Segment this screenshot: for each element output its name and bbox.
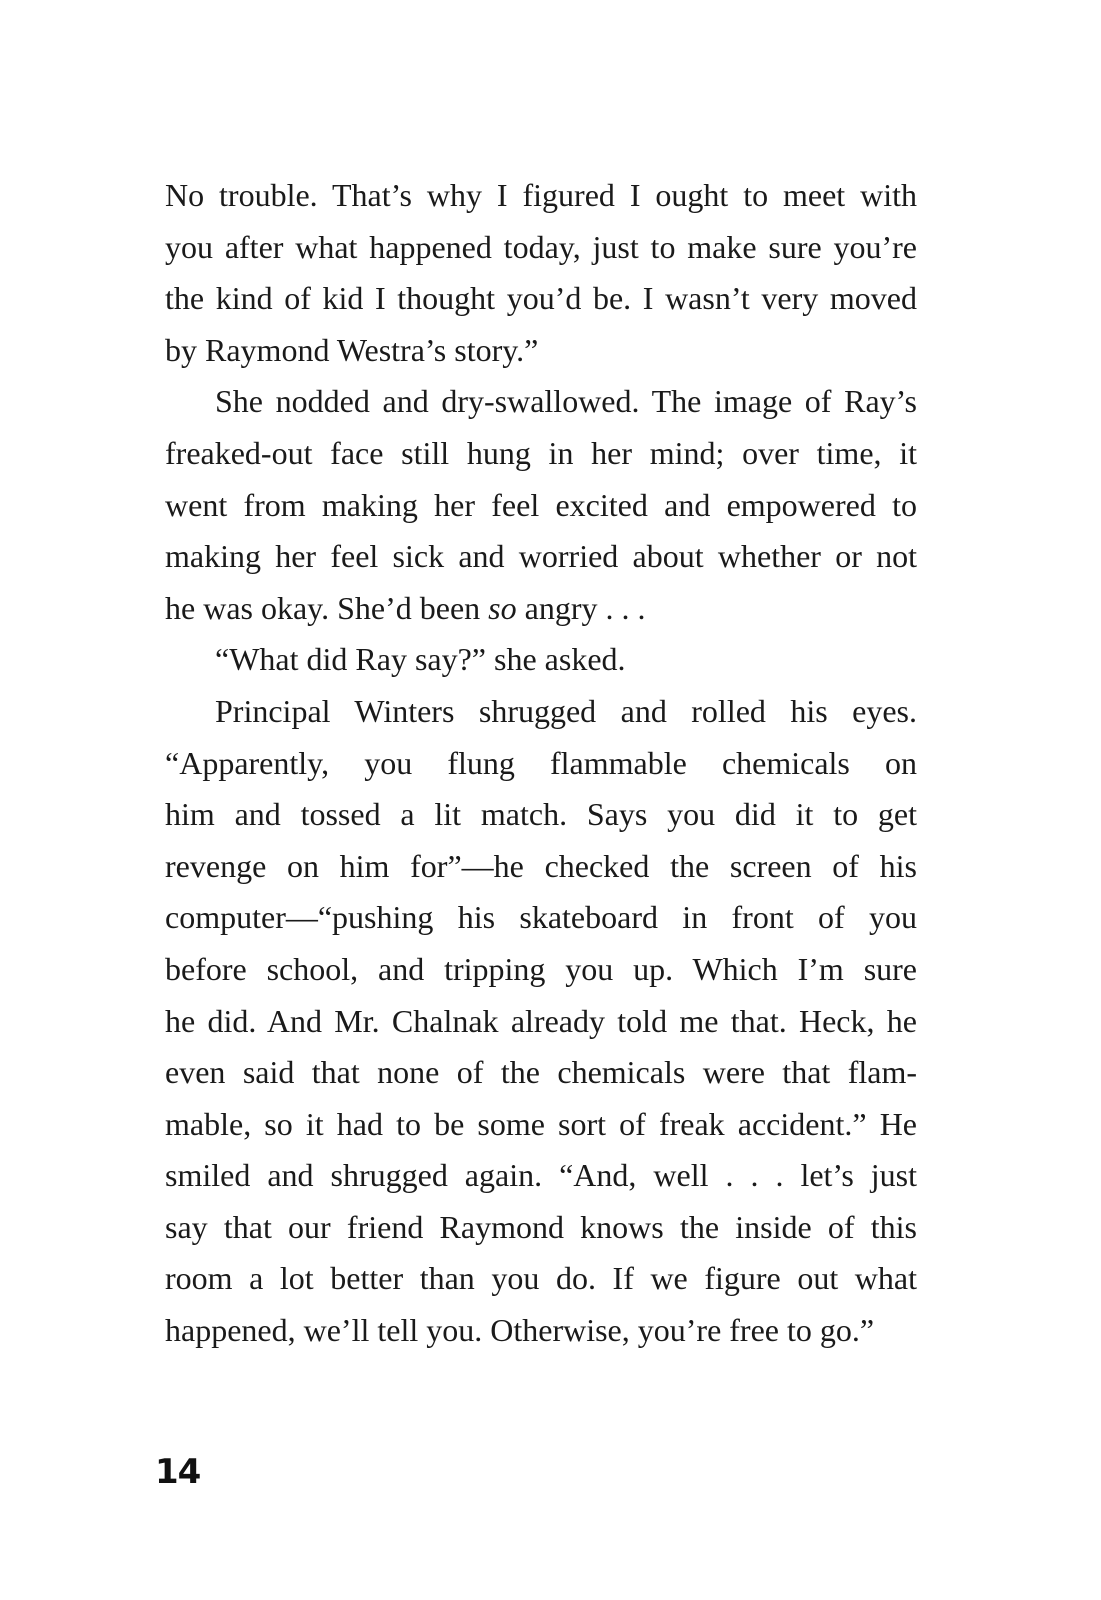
- page-number: 14: [155, 1452, 201, 1492]
- body-text: [165, 170, 917, 1357]
- text-line: happened, we’ll tell you. Otherwise, you’re free to go.”: [165, 1312, 875, 1349]
- text-line: computer—“pushing his skateboard in front of you: [165, 899, 917, 936]
- text-line: Principal Winters shrugged and rolled his eyes.: [215, 692, 917, 729]
- text-line: him and tossed a lit match. Says you did it to get: [165, 796, 917, 833]
- text-line: he was okay. She’d been so angry . . .: [165, 589, 646, 626]
- text-line: room a lot better than you do. If we figure out what: [165, 1260, 917, 1297]
- text-line: you after what happened today, just to make sure you’re: [165, 228, 917, 265]
- text-line: “What did Ray say?” she asked.: [215, 641, 626, 678]
- text-line: revenge on him for”—he checked the screen of his: [165, 847, 917, 884]
- text-line: “Apparently, you flung flammable chemicals on: [165, 744, 917, 781]
- text-line: say that our friend Raymond knows the inside of this: [165, 1208, 917, 1245]
- text-line: the kind of kid I thought you’d be. I wasn’t very moved: [165, 280, 917, 317]
- text-line: freaked-out face still hung in her mind; over time, it: [165, 434, 917, 471]
- text-line: before school, and tripping you up. Which I’m sure: [165, 950, 917, 987]
- text-line: even said that none of the chemicals were that flam-: [165, 1054, 917, 1091]
- text-line: went from making her feel excited and empowered to: [165, 486, 917, 523]
- text-line: She nodded and dry-swallowed. The image of Ray’s: [215, 383, 917, 420]
- text-line: by Raymond Westra’s story.”: [165, 331, 539, 368]
- text-line: he did. And Mr. Chalnak already told me that. Heck, he: [165, 1002, 917, 1039]
- text-line: mable, so it had to be some sort of freak accident.” He: [165, 1105, 917, 1142]
- text-line: smiled and shrugged again. “And, well . . . let’s just: [165, 1157, 917, 1194]
- text-line: making her feel sick and worried about whether or not: [165, 538, 917, 575]
- text-line: No trouble. That’s why I figured I ought to meet with: [165, 177, 917, 213]
